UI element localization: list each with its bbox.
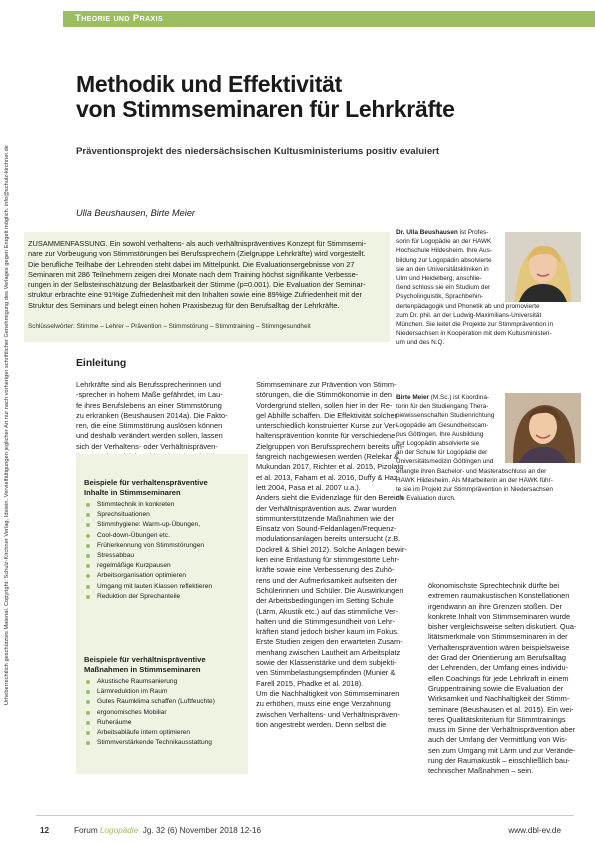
body-text-line: fangreich nachgewiesen werden (Relekar & (256, 452, 399, 462)
bio-text: sorin für Logopädie an der HAWK (396, 238, 492, 246)
body-column-2 (256, 380, 420, 730)
bullet-item: Arbeitsorganisation optimieren (86, 571, 246, 581)
bio-line (396, 338, 580, 347)
info-box-title-1-line-2: Inhalte in Stimmseminaren (84, 488, 181, 498)
bio-line (396, 246, 500, 255)
bullet-item: Arbeitsabläufe intern optimieren (86, 728, 246, 738)
info-box-title-1-line-1: Beispiele für verhaltenspräventive (84, 478, 208, 487)
body-text-line: Lehrkräfte sind als Berufssprecherinnen und (76, 380, 222, 389)
bio-line (396, 302, 580, 311)
bio-text: ist Profes- (457, 229, 489, 236)
body-text-line: et al. 2013, Faham et al. 2016, Duffy & Haz- (256, 472, 401, 482)
body-text-line: muss im Sinne der Verhältnisprävention aber (428, 725, 576, 735)
body-text-line: zwischen Verhaltens- und Verhältnispräven- (256, 709, 400, 719)
keywords: Schlüsselwörter: Stimme – Lehrer – Prävention – Stimmstörung – Stimmtraining – Stimmgesundheit (28, 323, 311, 330)
bio-text: bildung zur Logopädin absolvierte (396, 256, 492, 264)
author-bio-meier (396, 393, 580, 503)
bio-text: torin für den Studiengang Thera- (396, 403, 489, 411)
body-text-line: unterschiedlich konstruierter Kurse zur Ver- (256, 421, 398, 431)
bio-text: Universitätsmedizin Göttingen und (396, 458, 494, 466)
body-text-line: Wirksamkeit und Nachhaltigkeit der Stimm- (428, 694, 570, 704)
section-label: Theorie und Praxis (75, 13, 164, 24)
body-text-line: zu erhöhen, muss eine enge Verzahnung (256, 699, 391, 709)
bio-line (396, 228, 500, 237)
abstract-line: Seminaren mit 286 Teilnehmern zeigen drei Monate nach dem Training höchst signifikante Verbesse- (28, 269, 359, 279)
abstract-line: Die berufliche Teilhabe der Lehrenden steht dabei im Mittelpunkt. Die Evaluationsergebnisse von 27 (28, 259, 355, 269)
bio-text: München. Sie leitet die Projekte zur Stimmprävention in (396, 321, 554, 329)
body-text-line: -sprecher in hohem Maße gefährdet, im Lau- (76, 390, 223, 400)
body-text-line: stimmunterstützende Maßnahmen wie der (256, 513, 395, 523)
abstract-line: nare zur Vorbeugung von Stimmstörungen bei Berufssprechern (Zielgruppe Lehrkräfte) wird vorgestellt. (28, 249, 366, 259)
bio-text: Ulm und Heidelberg, anschlie- (396, 275, 482, 283)
body-text-line: konkrete Inhalt von Stimmseminaren wurde (428, 611, 571, 621)
body-text-line: ellen Coachings für jede Lehrkraft in einem (428, 673, 569, 683)
section-heading-einleitung: Einleitung (76, 358, 127, 369)
body-text-line: Um die Nachhaltigkeit von Stimmseminaren (256, 688, 400, 698)
body-text-line: Zielgruppen von Berufssprechern bereits um- (256, 441, 405, 451)
bullet-item: Lärmreduktion im Raum (86, 687, 246, 697)
bio-text: zur Logopädin absolvierte sie (396, 440, 480, 448)
body-text-line: teres Qualitätskriterium für Stimmtrainings (428, 714, 566, 724)
body-text-line: irgendwann an ihre Grenzen stoßen. Der (428, 601, 562, 611)
body-text-line: halten und die Stimmgesundheit von Lehr- (256, 616, 395, 626)
bio-line (396, 237, 500, 246)
bio-text: zum Dr. phil. an der Ludwig-Maximilians-Universität (396, 311, 542, 319)
copyright-notice: Urheberrechtlich geschütztes Material. Copyright: Schulz-Kirchner Verlag, Idstein. Vervielfältigungen jeglicher Art nur nach vorheriger schriftlicher Genehmigung des Verlages gegen Entgelt möglich. info@schulz-kirchner.de (4, 145, 10, 705)
abstract-line: ZUSAMMENFASSUNG. Ein sowohl verhaltens- als auch verhältnispräventives Konzept für Stimmsemi- (28, 239, 367, 248)
bullet-item: regelmäßige Kurzpausen (86, 561, 246, 571)
article-authors: Ulla Beushausen, Birte Meier (76, 208, 195, 218)
bio-line (396, 283, 500, 292)
abstract (28, 239, 390, 311)
journal-issue: Jg. 32 (6) November 2018 12-16 (142, 826, 262, 835)
publisher-url: www.dbl-ev.de (508, 826, 561, 835)
body-text-line: kräften stand jedoch bisher kaum im Fokus. (256, 627, 399, 637)
body-text-line: zu erkranken (Beushausen 2014a). Die Fakto- (76, 410, 228, 420)
bullet-item: Akustische Raumsanierung (86, 677, 246, 687)
body-text-line: Stimmseminare zur Prävention von Stimm- (256, 380, 397, 389)
author-bio-beushausen (396, 228, 580, 348)
body-text-line: der Arbeitsbedingungen im Setting Schule (256, 596, 394, 606)
body-text-line: haltensprävention konnte für verschiedene (256, 431, 396, 441)
abstract-line: struktur erbrachte eine 91%ige Zufriedenheit mit den Inhalten sowie eine 89%ige Zufriedenheit mit der (28, 290, 363, 300)
body-text-line: Anders sieht die Evidenzlage für den Bereich (256, 493, 404, 503)
bio-text: Hochschule Hildesheim. Ihre Aus- (396, 247, 492, 255)
body-column-3 (428, 581, 576, 777)
bio-text: dertenpädagogik und Phonetik ab und promovierte (396, 302, 540, 310)
page-number: 12 (40, 826, 50, 835)
info-box-list-verhaeltnis (86, 677, 246, 748)
abstract-line: rungen in der Selbsteinschätzung der Belastbarkeit der Stimme (p=0.001). Die Evaluation der Seminar- (28, 280, 366, 290)
body-text-line: ven Stimmbelastungsempfinden (Munier & (256, 668, 396, 678)
bio-line (396, 485, 580, 494)
bullet-item: Reduktion der Sprechanteile (86, 592, 246, 602)
bullet-item: Cool-down-Übungen etc. (86, 531, 246, 541)
section-header-bar (63, 11, 595, 27)
body-text-line: ökonomischste Sprechtechnik dürfte bei (428, 581, 560, 590)
body-text-line: extremen raumakustischen Konstellationen (428, 591, 570, 601)
body-text-line: (Lärm, Akustik etc.) auf das stimmliche Ver- (256, 606, 399, 616)
bio-line (396, 274, 500, 283)
bio-text: Logopädie am Gesundheitscam- (396, 421, 489, 429)
bio-text: an der Schule für Logopädie der (396, 449, 488, 457)
body-text-line: gel Abhilfe schaffen. Die Effektivität solcher (256, 410, 398, 420)
bio-line (396, 494, 580, 503)
body-text-line: tion angestrebt werden. Denn selbst die (256, 719, 387, 729)
body-text-line: technischer Maßnahmen – sein. (428, 766, 534, 776)
bullet-item: Früherkennung von Stimmstörungen (86, 541, 246, 551)
title-line-1: Methodik und Effektivität (76, 71, 342, 97)
body-text-line: sowie der Klassenstärke und dem subjekti- (256, 658, 397, 668)
bullet-item: ergonomisches Mobiliar (86, 708, 246, 718)
bio-text: ßend schloss sie ein Studium der (396, 284, 491, 292)
body-text-line: Gruppentraining sowie die Evaluation der (428, 683, 564, 693)
body-text-line: der Verhältnisprävention aus. Zwar wurden (256, 503, 397, 513)
body-text-line: auch der Umfang der Vermittlung von Wis- (428, 735, 568, 745)
article-subtitle: Präventionsprojekt des niedersächsischen Kultusministeriums positiv evaluiert (76, 146, 440, 157)
info-box-title-2-line-2: Maßnahmen in Stimmseminaren (84, 665, 201, 675)
journal-brand: Logopädie (99, 826, 139, 835)
journal-prefix: Forum (74, 826, 98, 835)
body-text-line: sich der Verhaltens- oder Verhältnispräven- (76, 441, 218, 451)
bio-text: Niedersachsen in Kooperation mit dem Kultusministeri- (396, 330, 552, 338)
article-title (76, 72, 546, 122)
body-text-line: menhang zwischen Lautheit am Arbeitsplatz (256, 647, 401, 657)
bio-line (396, 311, 580, 320)
info-box-title-2-line-1: Beispiele für verhältnispräventive (84, 655, 206, 664)
body-text-line: Vordergrund stellen, sollen hier in der Re- (256, 400, 393, 410)
bio-line (396, 476, 580, 485)
body-text-line: Dockrell & Shiel 2012). Solche Anlagen bewir- (256, 544, 407, 554)
body-text-line: rung der Raumakustik – einschließlich bau- (428, 756, 570, 766)
body-text-line: ren, die eine Stimmstörung auslösen können (76, 421, 223, 431)
body-text-line: seminare (Beushausen et al. 2015). Ein wei- (428, 704, 574, 714)
bio-text: erlangte ihren Bachelor- und Masterabschluss an der (396, 467, 547, 475)
bio-line (396, 467, 580, 476)
bullet-item: Stimmverstärkende Technikausstattung (86, 738, 246, 748)
body-text-line: der Lehrenden, der Umfang eines individu- (428, 663, 569, 673)
journal-reference (74, 826, 261, 835)
body-text-line: litätsmerkmale von Stimmseminaren in der (428, 632, 568, 642)
bio-text: te sie im Projekt zur Stimmprävention in Niedersachsen (396, 486, 553, 494)
bio-text: piewissenschaften Studienrichtung (396, 412, 495, 420)
bullet-item: Stressabbau (86, 551, 246, 561)
bio-text: (M.Sc.) ist Koordina- (429, 394, 490, 401)
body-text-line: Schülerinnen und Schüler. Die Auswirkungen (256, 585, 404, 595)
info-box-list-verhaltens (86, 500, 246, 602)
author-name: Birte Meier (396, 394, 430, 401)
bio-line (396, 265, 500, 274)
abstract-line: Struktur des Seminars und belegt einen hohen Praxisbezug für den Berufsalltag der Lehrkräfte. (28, 300, 340, 310)
info-box-title-verhaeltnis (84, 655, 244, 675)
bio-line (396, 256, 500, 265)
info-box-title-verhaltens (84, 478, 244, 498)
bullet-item: Stimmtechnik in konkreten (86, 500, 246, 510)
bio-line (396, 329, 580, 338)
bullet-item: Sprechsituationen (86, 510, 246, 520)
body-text-line: modulationsanlagen bereits untersucht (z.B. (256, 534, 401, 544)
body-text-line: kräfte sowie eine Verbesserung des Zuhö- (256, 565, 395, 575)
body-text-line: Mukundan 2017, Richter et al. 2015, Pizolato (256, 462, 404, 472)
body-text-line: störungen, die die Stimmökonomie in den (256, 390, 392, 400)
body-text-line: Erste Studien zeigen den erwarteten Zusam- (256, 637, 403, 647)
title-line-2: von Stimmseminaren für Lehrkräfte (76, 96, 455, 122)
bullet-item: Stimmhygiene: Warm-up-Übungen, (86, 520, 246, 530)
body-text-line: ken eine Entlastung für stimmgestörte Lehr- (256, 555, 400, 565)
bio-line (396, 320, 580, 329)
bio-text: pus Göttingen. Ihre Ausbildung (396, 430, 484, 438)
body-text-line: Verhaltensprävention wären beispielsweise (428, 642, 570, 652)
body-text-line: fe ihres Berufslebens an einer Stimmstörung (76, 400, 222, 410)
bullet-item: Gutes Raumklima schaffen (Luftfeuchte) (86, 697, 246, 707)
body-text-line: sen zum Umgang mit Lärm und zur Verände- (428, 745, 576, 755)
footer-divider (36, 815, 574, 816)
author-name: Dr. Ulla Beushausen (396, 229, 458, 236)
bio-text: sie an den Universitätskliniken in (396, 265, 489, 273)
bullet-item: Ruheräume (86, 718, 246, 728)
body-text-line: Einsatz von Sound-Feldanlagen/Frequenz- (256, 524, 397, 534)
body-text-line: der Grad der Orientierung am Berufsalltag (428, 653, 567, 663)
body-text-line: rens und der Aufmerksamkeit aufseiten der (256, 575, 397, 585)
bio-text: um und des N.Q. (396, 339, 445, 347)
body-text-line: lett 2004, Pasa et al. 2007 u.a.). (256, 482, 361, 492)
body-text-line: bisher vergleichsweise selten diskutiert. Qua- (428, 622, 577, 632)
body-text-line: Farell 2015, Phadke et al. 2018). (256, 678, 364, 688)
body-text-line: und deshalb verändert werden sollen, lassen (76, 431, 223, 441)
bio-text: Psycholinguistik, Sprachbehin- (396, 293, 484, 301)
bio-text: HAWK Hildesheim. Als Mitarbeiterin an der HAWK führ- (396, 476, 553, 484)
bullet-item: Umgang mit lauten Klassen reflektieren (86, 582, 246, 592)
bio-text: die Evaluation durch. (396, 495, 456, 503)
bio-line (396, 292, 500, 301)
